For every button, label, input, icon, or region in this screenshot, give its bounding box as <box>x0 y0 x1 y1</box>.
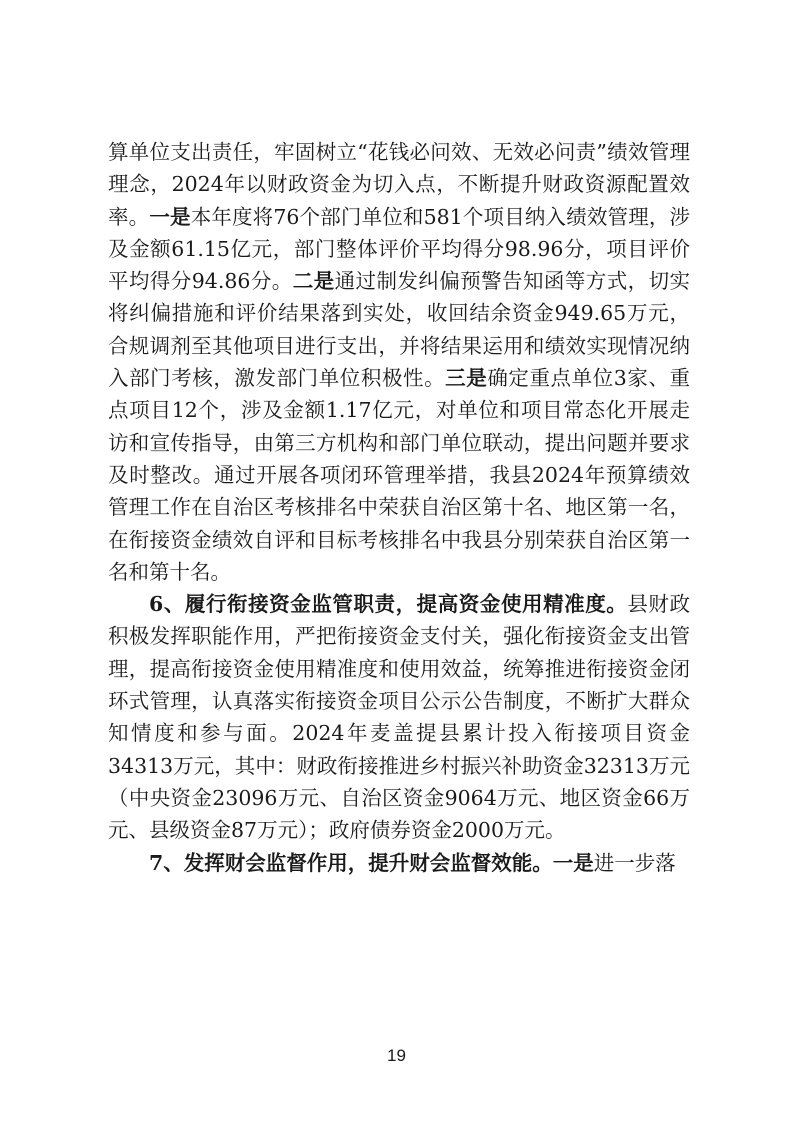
bold-marker-first: 一是 <box>149 204 191 229</box>
text-run: 县财政积极发挥职能作用，严把衔接资金支付关，强化衔接资金支出管理，提高衔接资金使用精准度和使用效益，统筹推进衔接资金闭环式管理，认真落实衔接资金项目公示公告制度，不断扩大群众知情度和参与面。2024年麦盖提县累计投入衔接项目资金34313万元，其中：财政衔接推进乡村振兴补助资金32313万元（中央资金23096万元、自治区资金9064万元、地区资金66万元、县级资金87万元）；政府债券资金2000万元。 <box>108 592 690 843</box>
page-number: 19 <box>387 1046 406 1065</box>
body-text <box>108 136 690 879</box>
text-run: 确定重点单位3家、重点项目12个，涉及金额1.17亿元，对单位和项目常态化开展走访和宣传指导，由第三方机构和部门单位联动，提出问题并要求及时整改。通过开展各项闭环管理举措，我县2024年预算绩效管理工作在自治区考核排名中荣获自治区第十名、地区第一名，在衔接资金绩效自评和目标考核排名中我县分别荣获自治区第一名和第十名。 <box>108 366 691 584</box>
bold-marker-third: 三是 <box>445 366 488 391</box>
bold-marker-first: 一是 <box>552 850 594 875</box>
paragraph-continued <box>108 136 690 588</box>
text-run: 进一步落 <box>593 850 676 875</box>
text-run: 算单位支出责任，牢固树立“花钱必问效、无效必问责”绩效管理理念，2024年以财政资金为切入点，不断提升财政资源配置效率。 <box>108 140 690 229</box>
paragraph-section-7 <box>108 847 690 879</box>
text-run: 本年度将76个部门单位和581个项目纳入绩效管理，涉及金额61.15亿元，部门整体评价平均得分98.96分，项目评价平均得分94.86分。 <box>108 204 691 294</box>
section-heading-7: 7、发挥财会监督作用，提升财会监督效能。 <box>149 850 553 875</box>
paragraph-section-6 <box>108 588 690 846</box>
text-run: 通过制发纠偏预警告知函等方式，切实将纠偏措施和评价结果落到实处，收回结余资金949.65万元，合规调剂至其他项目进行支出，并将结果运用和绩效实现情况纳入部门考核，激发部门单位积极性。 <box>108 269 691 391</box>
bold-marker-second: 二是 <box>292 269 335 294</box>
section-heading-6: 6、履行衔接资金监管职责，提高资金使用精准度。 <box>149 592 628 617</box>
